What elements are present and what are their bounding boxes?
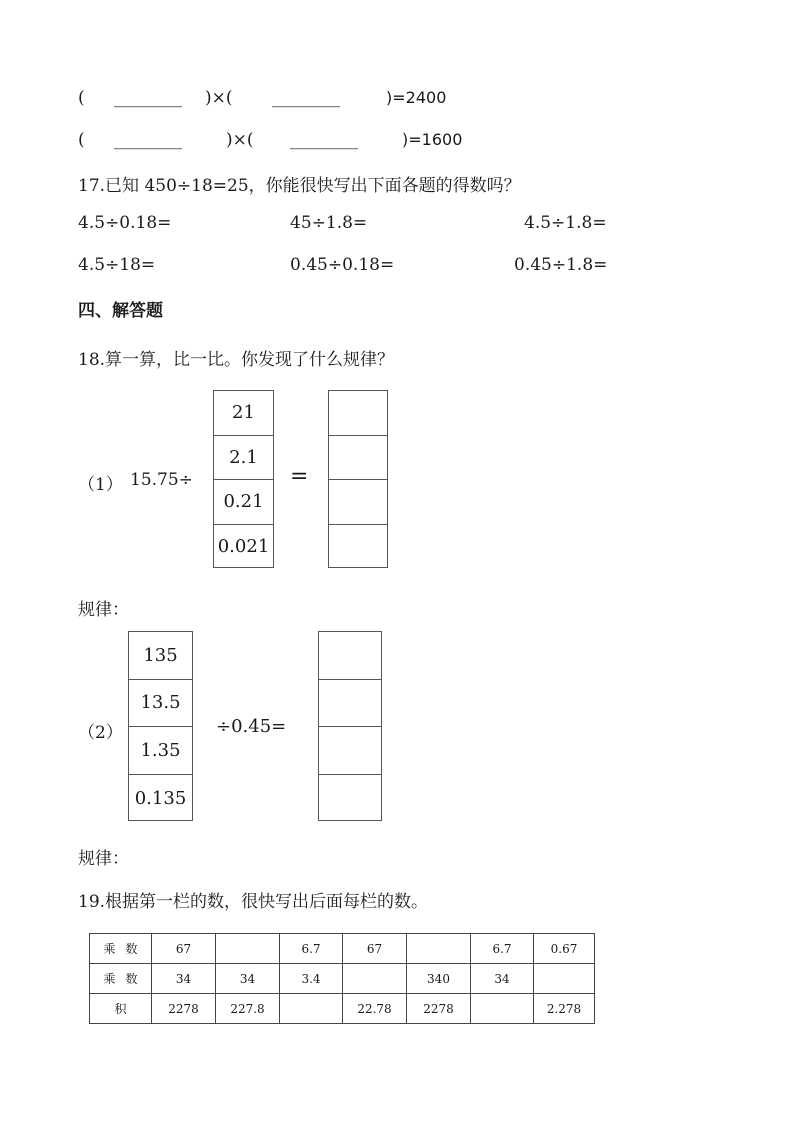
answer-box[interactable] (319, 727, 381, 775)
table-row (90, 934, 595, 964)
q17-item-6: 0.45÷1.8= (514, 255, 608, 275)
table-cell: 2278 (152, 994, 216, 1024)
q18-part1-equals: = (290, 464, 309, 489)
q17-item-5: 0.45÷0.18= (290, 255, 395, 275)
q18-part2-answer-stack (318, 631, 382, 821)
table-cell: 6.7 (471, 934, 534, 964)
blank-cell[interactable] (471, 994, 534, 1024)
dividend-cell: 135 (129, 632, 192, 680)
dividend-cell: 0.135 (134, 787, 187, 809)
dividend-cell: 13.5 (129, 680, 192, 728)
row-label: 乘数 (90, 934, 152, 964)
q19-prompt: 19.根据第一栏的数，很快写出后面每栏的数。 (78, 892, 429, 912)
table-cell: 67 (343, 934, 407, 964)
answer-box[interactable] (319, 775, 381, 823)
q16-line1-blank-1[interactable]: ________ (114, 88, 182, 108)
q19-multiplication-table (89, 933, 595, 1024)
table-cell: 0.67 (534, 934, 595, 964)
table-cell: 3.4 (280, 964, 343, 994)
blank-cell[interactable] (407, 934, 471, 964)
answer-box[interactable] (329, 436, 387, 481)
table-cell: 2278 (407, 994, 471, 1024)
q18-part2-expression: ÷0.45= (216, 716, 287, 737)
dividend-cell: 1.35 (129, 727, 192, 775)
q18-prompt: 18.算一算，比一比。你发现了什么规律？ (78, 350, 395, 370)
answer-box[interactable] (329, 391, 387, 436)
q16-line1-times: )×( (205, 88, 233, 108)
row-label: 乘数 (90, 964, 152, 994)
table-cell: 34 (152, 964, 216, 994)
answer-box[interactable] (329, 480, 387, 525)
table-cell: 6.7 (280, 934, 343, 964)
q16-line1-blank-2[interactable]: ________ (272, 88, 340, 108)
table-cell: 227.8 (216, 994, 280, 1024)
blank-cell[interactable] (216, 934, 280, 964)
q18-part1-label: （1） (78, 475, 123, 495)
table-cell: 340 (407, 964, 471, 994)
q16-line1-open: ( (78, 88, 85, 108)
q16-line1-result: )=2400 (386, 88, 447, 107)
answer-box[interactable] (319, 632, 381, 680)
q18-part1-divisor-stack (213, 390, 274, 568)
answer-box[interactable] (319, 680, 381, 728)
answer-box[interactable] (329, 525, 387, 570)
q18-part1-answer-stack (328, 390, 388, 568)
blank-cell[interactable] (534, 964, 595, 994)
q18-rule-2-label: 规律： (78, 849, 129, 869)
q16-line2-open: ( (78, 130, 85, 150)
blank-cell[interactable] (280, 994, 343, 1024)
blank-cell[interactable] (343, 964, 407, 994)
table-cell: 2.278 (534, 994, 595, 1024)
divisor-cell: 0.021 (217, 536, 270, 558)
q17-item-2: 45÷1.8= (290, 213, 368, 233)
q16-line2-blank-1[interactable]: ________ (114, 130, 182, 150)
q18-part1-expression: 15.75÷ (130, 470, 193, 490)
divisor-cell: 21 (214, 391, 273, 436)
q16-line2-times: )×( (226, 130, 254, 150)
table-row (90, 964, 595, 994)
q17-item-4: 4.5÷18= (78, 255, 156, 275)
q16-line2-result: )=1600 (402, 130, 463, 149)
q17-item-3: 4.5÷1.8= (524, 213, 607, 233)
table-row (90, 994, 595, 1024)
q16-line2-blank-2[interactable]: ________ (290, 130, 358, 150)
q17-item-1: 4.5÷0.18= (78, 213, 172, 233)
divisor-cell: 2.1 (214, 436, 273, 481)
row-label: 积 (90, 994, 152, 1024)
q18-rule-1-label: 规律： (78, 600, 129, 620)
table-cell: 34 (471, 964, 534, 994)
q18-part2-label: （2） (78, 723, 123, 743)
q17-prompt: 17.已知 450÷18=25，你能很快写出下面各题的得数吗？ (78, 176, 521, 196)
section-title: 四、解答题 (78, 301, 163, 321)
table-cell: 22.78 (343, 994, 407, 1024)
table-cell: 34 (216, 964, 280, 994)
q18-part2-dividend-stack (128, 631, 193, 821)
table-cell: 67 (152, 934, 216, 964)
divisor-cell: 0.21 (214, 480, 273, 525)
